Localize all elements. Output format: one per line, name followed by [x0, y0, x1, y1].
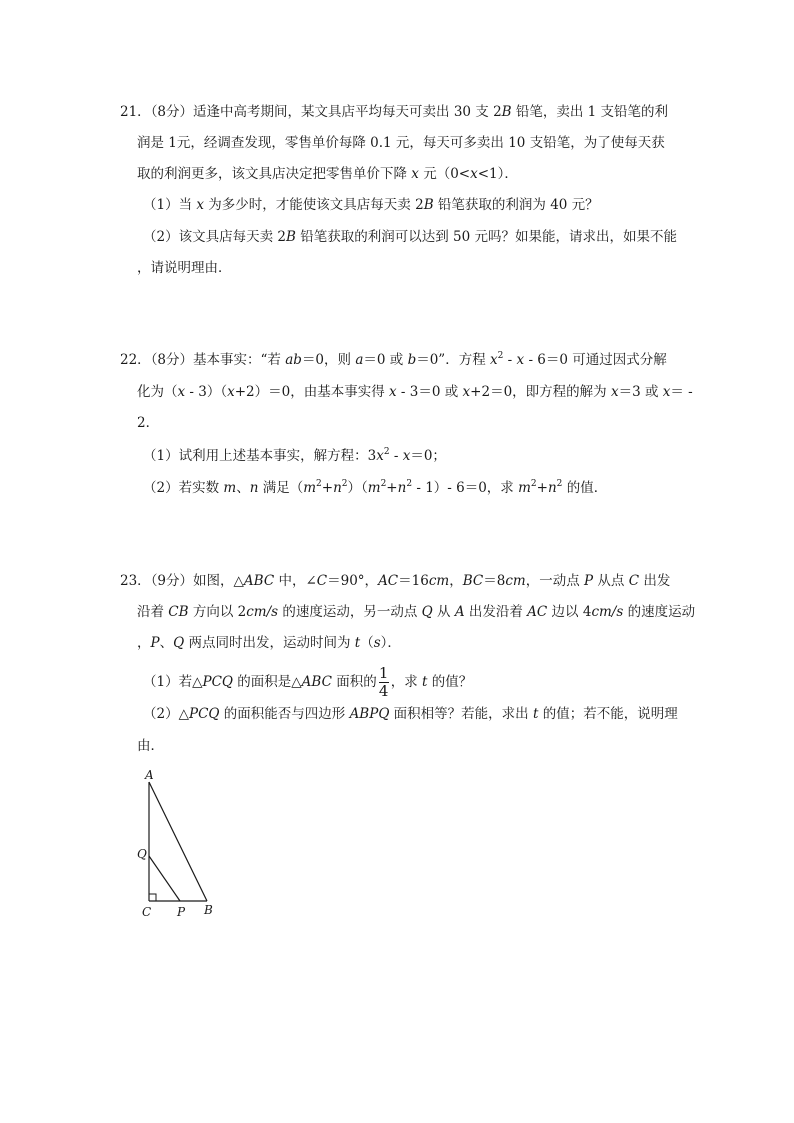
q21-line-1: 21．（8分）适逢中高考期间，某文具店平均每天可卖出 30 支 2B 铅笔，卖出 1 支铅笔的利: [120, 104, 669, 120]
q22-line-3: 2．: [137, 415, 160, 431]
label-b: B: [204, 903, 213, 917]
question-score: （8分）: [150, 352, 194, 368]
label-c: C: [142, 905, 152, 919]
q23-line-3: ，P、Q 两点同时出发，运动时间为 t（s）．: [137, 635, 401, 651]
fraction-one-quarter: $\frac{1}{4}$: [378, 664, 389, 700]
q23-line-2: 沿着 CB 方向以 2cm/s 的速度运动，另一动点 Q 从 A 出发沿着 AC 边以 4cm/s 的速度运动: [137, 604, 696, 620]
label-q: Q: [137, 847, 147, 861]
q22-line-2: 化为（x - 3）（x+2）＝0，由基本事实得 x - 3＝0 或 x+2＝0，即方程的解为 x＝3 或 x＝ -: [137, 384, 693, 400]
q22-part-1: （1）试利用上述基本事实，解方程：$3x^2 - x=0$；: [143, 447, 446, 464]
q23-part-2-cont: 由．: [137, 738, 164, 754]
question-number: 23．: [120, 573, 151, 589]
question-score: （9分）: [150, 573, 194, 589]
triangle-figure: [130, 765, 230, 925]
q22-part-2: （2）若实数 m、n 满足$(m^2+n^2)(m^2+n^2 - 1)-$ 6＝0，求 $m^2+n^2$ 的值．: [143, 479, 608, 496]
question-score: （8分）: [150, 104, 194, 120]
side-ab: [149, 782, 207, 901]
q23-part-2: （2）△PCQ 的面积能否与四边形 ABPQ 面积相等？若能，求出 t 的值；若不能，说明理: [143, 706, 678, 722]
q23-part-1: （1）若△PCQ 的面积是△ABC 面积的 $\frac{1}{4}$ ，求 t 的值？: [143, 664, 473, 700]
right-angle-mark: [149, 894, 156, 901]
q21-line-2: 润是 1元，经调查发现，零售单价每降 0.1 元，每天可多卖出 10 支铅笔，为了使每天获: [137, 135, 665, 151]
q21-line-3: 取的利润更多，该文具店决定把零售单价下降 x 元（0<x<1）．: [137, 166, 518, 182]
q23-line-1: 23．（9分）如图，△ABC 中，∠C＝90°，AC＝16cm，BC＝8cm，一动点 P 从点 C 出发: [120, 573, 671, 589]
question-number: 22．: [120, 352, 151, 368]
q21-part-2-cont: ，请说明理由．: [137, 260, 232, 276]
q21-part-2: （2）该文具店每天卖 2B 铅笔获取的利润可以达到 50 元吗？如果能，请求出，如果不能: [143, 229, 677, 245]
label-a: A: [145, 768, 154, 782]
label-p: P: [177, 905, 186, 919]
q22-line-1: 22．（8分）基本事实：“若 ab＝0，则 a＝0 或 b＝0”．方程 $x^2 - x - 6=0$ 可通过因式分解: [120, 351, 667, 368]
q21-part-1: （1）当 x 为多少时，才能使该文具店每天卖 2B 铅笔获取的利润为 40 元？: [143, 197, 599, 213]
question-number: 21．: [120, 104, 151, 120]
